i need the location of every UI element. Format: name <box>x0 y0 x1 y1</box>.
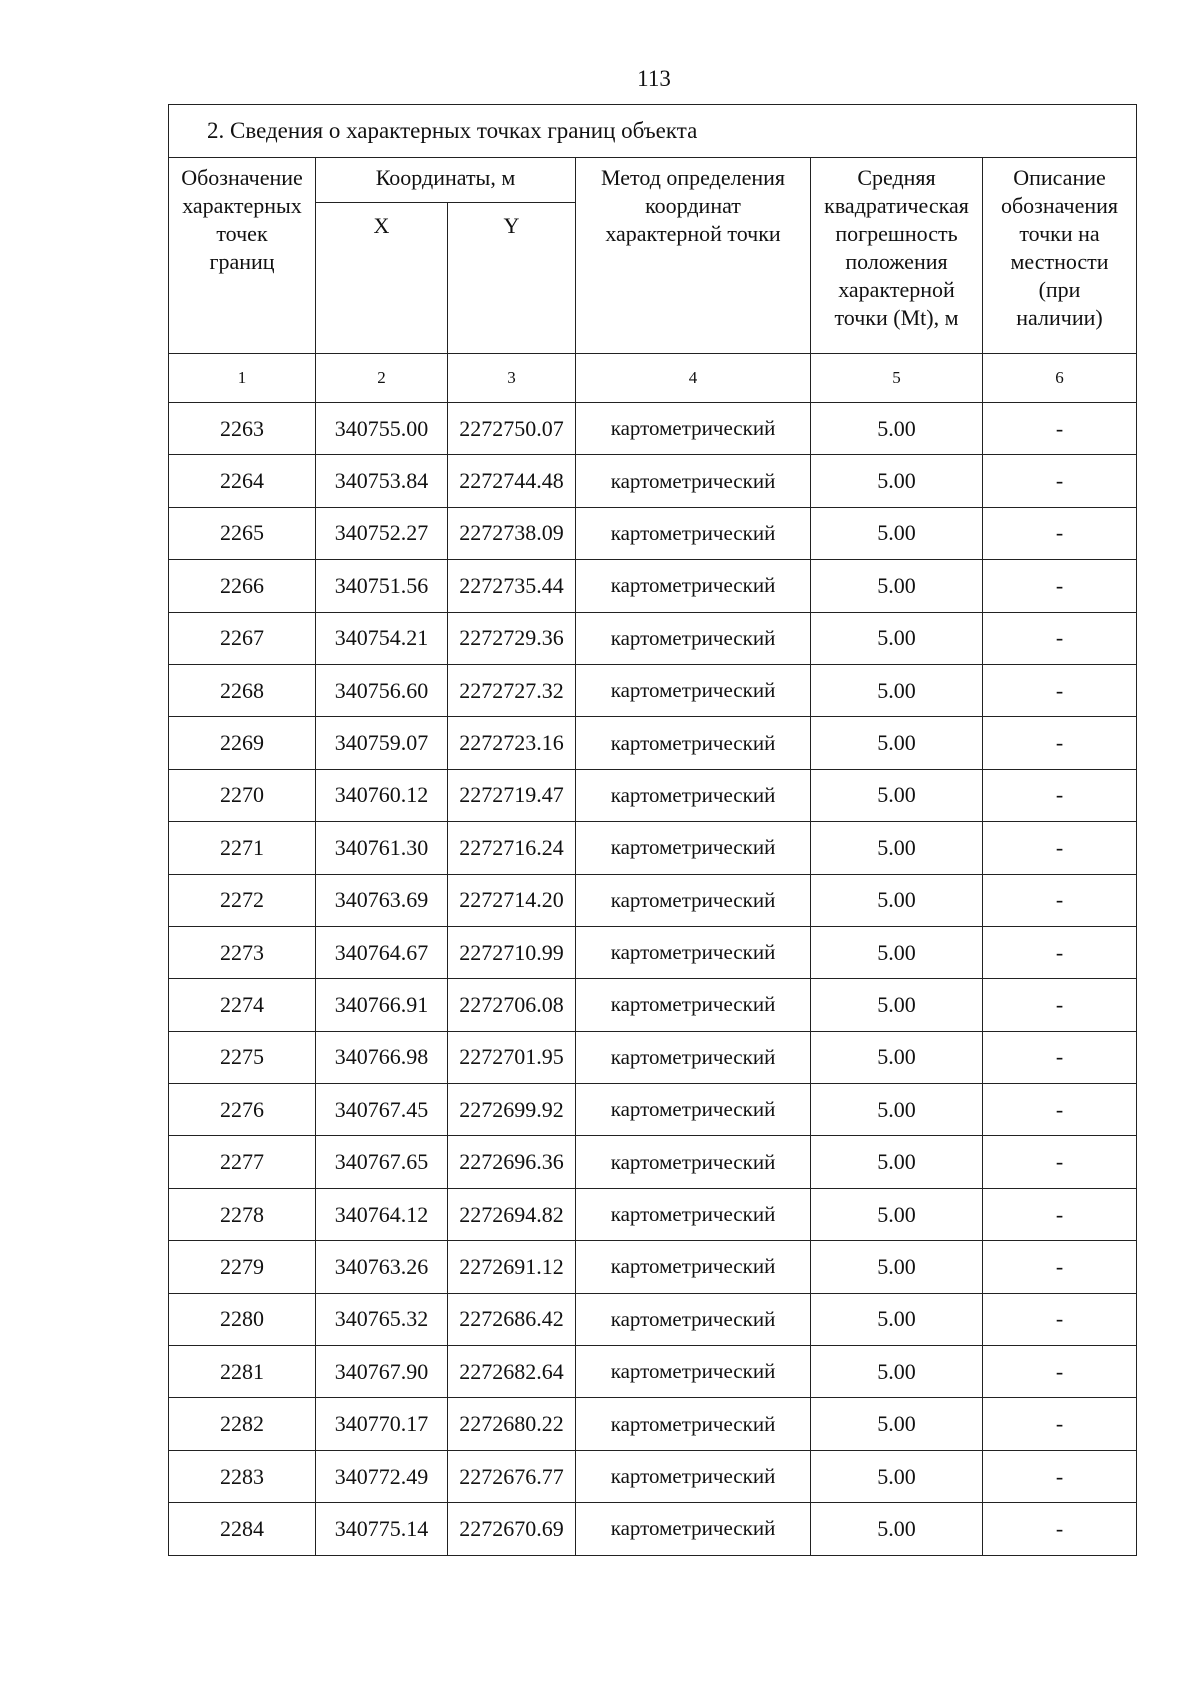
y-coordinate-cell: 2272701.95 <box>448 1031 576 1083</box>
point-id-cell: 2274 <box>169 979 316 1031</box>
error-cell: 5.00 <box>811 403 983 455</box>
y-coordinate-cell: 2272680.22 <box>448 1398 576 1450</box>
column-number: 2 <box>316 354 448 403</box>
point-id-cell: 2281 <box>169 1346 316 1398</box>
point-id-cell: 2270 <box>169 769 316 821</box>
table-row <box>169 1503 1137 1555</box>
method-cell: картометрический <box>576 874 811 926</box>
method-cell: картометрический <box>576 455 811 507</box>
point-id-cell: 2275 <box>169 1031 316 1083</box>
point-id-cell: 2273 <box>169 926 316 978</box>
table-row <box>169 717 1137 769</box>
y-coordinate-cell: 2272729.36 <box>448 612 576 664</box>
header-x: X <box>316 203 448 354</box>
x-coordinate-cell: 340763.69 <box>316 874 448 926</box>
header-y: Y <box>448 203 576 354</box>
table-row <box>169 455 1137 507</box>
error-cell: 5.00 <box>811 874 983 926</box>
description-cell: - <box>983 1084 1137 1136</box>
description-cell: - <box>983 1398 1137 1450</box>
table-row <box>169 507 1137 559</box>
error-cell: 5.00 <box>811 769 983 821</box>
x-coordinate-cell: 340755.00 <box>316 403 448 455</box>
point-id-cell: 2279 <box>169 1241 316 1293</box>
table-row <box>169 979 1137 1031</box>
y-coordinate-cell: 2272738.09 <box>448 507 576 559</box>
point-id-cell: 2271 <box>169 822 316 874</box>
error-cell: 5.00 <box>811 1031 983 1083</box>
header-coordinates: Координаты, м <box>316 158 576 203</box>
description-cell: - <box>983 1346 1137 1398</box>
description-cell: - <box>983 822 1137 874</box>
x-coordinate-cell: 340764.67 <box>316 926 448 978</box>
y-coordinate-cell: 2272691.12 <box>448 1241 576 1293</box>
description-cell: - <box>983 769 1137 821</box>
header-method: Метод определения координат характерной точки <box>576 158 811 354</box>
error-cell: 5.00 <box>811 664 983 716</box>
table-row <box>169 612 1137 664</box>
point-id-cell: 2267 <box>169 612 316 664</box>
x-coordinate-cell: 340770.17 <box>316 1398 448 1450</box>
point-id-cell: 2276 <box>169 1084 316 1136</box>
x-coordinate-cell: 340760.12 <box>316 769 448 821</box>
table-row <box>169 403 1137 455</box>
point-id-cell: 2263 <box>169 403 316 455</box>
x-coordinate-cell: 340767.90 <box>316 1346 448 1398</box>
method-cell: картометрический <box>576 664 811 716</box>
x-coordinate-cell: 340765.32 <box>316 1293 448 1345</box>
method-cell: картометрический <box>576 507 811 559</box>
header-error: Средняя квадратическая погрешность положения характерной точки (Mt), м <box>811 158 983 354</box>
column-number: 4 <box>576 354 811 403</box>
table-caption-row <box>169 105 1137 158</box>
description-cell: - <box>983 1241 1137 1293</box>
method-cell: картометрический <box>576 1031 811 1083</box>
description-cell: - <box>983 455 1137 507</box>
table-row <box>169 1346 1137 1398</box>
method-cell: картометрический <box>576 979 811 1031</box>
point-id-cell: 2272 <box>169 874 316 926</box>
error-cell: 5.00 <box>811 1450 983 1502</box>
method-cell: картометрический <box>576 1293 811 1345</box>
table-row <box>169 664 1137 716</box>
x-coordinate-cell: 340753.84 <box>316 455 448 507</box>
point-id-cell: 2284 <box>169 1503 316 1555</box>
error-cell: 5.00 <box>811 1136 983 1188</box>
x-coordinate-cell: 340766.91 <box>316 979 448 1031</box>
method-cell: картометрический <box>576 1398 811 1450</box>
x-coordinate-cell: 340766.98 <box>316 1031 448 1083</box>
method-cell: картометрический <box>576 1241 811 1293</box>
description-cell: - <box>983 979 1137 1031</box>
header-row <box>169 158 1137 203</box>
error-cell: 5.00 <box>811 822 983 874</box>
x-coordinate-cell: 340759.07 <box>316 717 448 769</box>
description-cell: - <box>983 612 1137 664</box>
x-coordinate-cell: 340752.27 <box>316 507 448 559</box>
boundary-points-table <box>168 104 1137 1556</box>
x-coordinate-cell: 340751.56 <box>316 560 448 612</box>
method-cell: картометрический <box>576 1503 811 1555</box>
error-cell: 5.00 <box>811 455 983 507</box>
description-cell: - <box>983 403 1137 455</box>
method-cell: картометрический <box>576 769 811 821</box>
table-row <box>169 1136 1137 1188</box>
y-coordinate-cell: 2272719.47 <box>448 769 576 821</box>
description-cell: - <box>983 1136 1137 1188</box>
method-cell: картометрический <box>576 1450 811 1502</box>
table-row <box>169 1188 1137 1240</box>
y-coordinate-cell: 2272723.16 <box>448 717 576 769</box>
description-cell: - <box>983 926 1137 978</box>
error-cell: 5.00 <box>811 560 983 612</box>
x-coordinate-cell: 340772.49 <box>316 1450 448 1502</box>
table-row <box>169 1293 1137 1345</box>
method-cell: картометрический <box>576 717 811 769</box>
point-id-cell: 2268 <box>169 664 316 716</box>
error-cell: 5.00 <box>811 717 983 769</box>
y-coordinate-cell: 2272694.82 <box>448 1188 576 1240</box>
y-coordinate-cell: 2272682.64 <box>448 1346 576 1398</box>
description-cell: - <box>983 664 1137 716</box>
method-cell: картометрический <box>576 1188 811 1240</box>
method-cell: картометрический <box>576 1136 811 1188</box>
point-id-cell: 2265 <box>169 507 316 559</box>
table-row <box>169 1084 1137 1136</box>
method-cell: картометрический <box>576 612 811 664</box>
description-cell: - <box>983 1031 1137 1083</box>
x-coordinate-cell: 340767.45 <box>316 1084 448 1136</box>
error-cell: 5.00 <box>811 1398 983 1450</box>
description-cell: - <box>983 717 1137 769</box>
point-id-cell: 2278 <box>169 1188 316 1240</box>
table-row <box>169 1398 1137 1450</box>
y-coordinate-cell: 2272699.92 <box>448 1084 576 1136</box>
point-id-cell: 2282 <box>169 1398 316 1450</box>
x-coordinate-cell: 340767.65 <box>316 1136 448 1188</box>
y-coordinate-cell: 2272716.24 <box>448 822 576 874</box>
y-coordinate-cell: 2272735.44 <box>448 560 576 612</box>
y-coordinate-cell: 2272750.07 <box>448 403 576 455</box>
header-description: Описание обозначения точки на местности (при наличии) <box>983 158 1137 354</box>
y-coordinate-cell: 2272686.42 <box>448 1293 576 1345</box>
description-cell: - <box>983 1188 1137 1240</box>
error-cell: 5.00 <box>811 1293 983 1345</box>
description-cell: - <box>983 1450 1137 1502</box>
point-id-cell: 2269 <box>169 717 316 769</box>
table-row <box>169 1031 1137 1083</box>
column-number-row <box>169 354 1137 403</box>
table-row <box>169 769 1137 821</box>
method-cell: картометрический <box>576 403 811 455</box>
description-cell: - <box>983 1293 1137 1345</box>
error-cell: 5.00 <box>811 1241 983 1293</box>
y-coordinate-cell: 2272714.20 <box>448 874 576 926</box>
page-number: 113 <box>637 66 671 91</box>
column-number: 1 <box>169 354 316 403</box>
column-number: 6 <box>983 354 1137 403</box>
y-coordinate-cell: 2272696.36 <box>448 1136 576 1188</box>
point-id-cell: 2277 <box>169 1136 316 1188</box>
description-cell: - <box>983 507 1137 559</box>
description-cell: - <box>983 1503 1137 1555</box>
table-row <box>169 822 1137 874</box>
column-number: 3 <box>448 354 576 403</box>
point-id-cell: 2280 <box>169 1293 316 1345</box>
x-coordinate-cell: 340761.30 <box>316 822 448 874</box>
description-cell: - <box>983 874 1137 926</box>
method-cell: картометрический <box>576 1346 811 1398</box>
table-caption: 2. Сведения о характерных точках границ объекта <box>169 105 1137 158</box>
table-row <box>169 926 1137 978</box>
x-coordinate-cell: 340756.60 <box>316 664 448 716</box>
column-number: 5 <box>811 354 983 403</box>
method-cell: картометрический <box>576 560 811 612</box>
header-designation: Обозначение характерных точек границ <box>169 158 316 354</box>
table-body <box>169 403 1137 1556</box>
y-coordinate-cell: 2272676.77 <box>448 1450 576 1502</box>
error-cell: 5.00 <box>811 979 983 1031</box>
x-coordinate-cell: 340763.26 <box>316 1241 448 1293</box>
table-row <box>169 1450 1137 1502</box>
table-row <box>169 1241 1137 1293</box>
error-cell: 5.00 <box>811 926 983 978</box>
error-cell: 5.00 <box>811 612 983 664</box>
point-id-cell: 2266 <box>169 560 316 612</box>
y-coordinate-cell: 2272710.99 <box>448 926 576 978</box>
error-cell: 5.00 <box>811 1346 983 1398</box>
error-cell: 5.00 <box>811 507 983 559</box>
point-id-cell: 2283 <box>169 1450 316 1502</box>
y-coordinate-cell: 2272727.32 <box>448 664 576 716</box>
x-coordinate-cell: 340764.12 <box>316 1188 448 1240</box>
y-coordinate-cell: 2272744.48 <box>448 455 576 507</box>
table-row <box>169 874 1137 926</box>
table-row <box>169 560 1137 612</box>
y-coordinate-cell: 2272706.08 <box>448 979 576 1031</box>
error-cell: 5.00 <box>811 1503 983 1555</box>
point-id-cell: 2264 <box>169 455 316 507</box>
error-cell: 5.00 <box>811 1084 983 1136</box>
method-cell: картометрический <box>576 926 811 978</box>
method-cell: картометрический <box>576 1084 811 1136</box>
description-cell: - <box>983 560 1137 612</box>
y-coordinate-cell: 2272670.69 <box>448 1503 576 1555</box>
error-cell: 5.00 <box>811 1188 983 1240</box>
x-coordinate-cell: 340775.14 <box>316 1503 448 1555</box>
x-coordinate-cell: 340754.21 <box>316 612 448 664</box>
method-cell: картометрический <box>576 822 811 874</box>
